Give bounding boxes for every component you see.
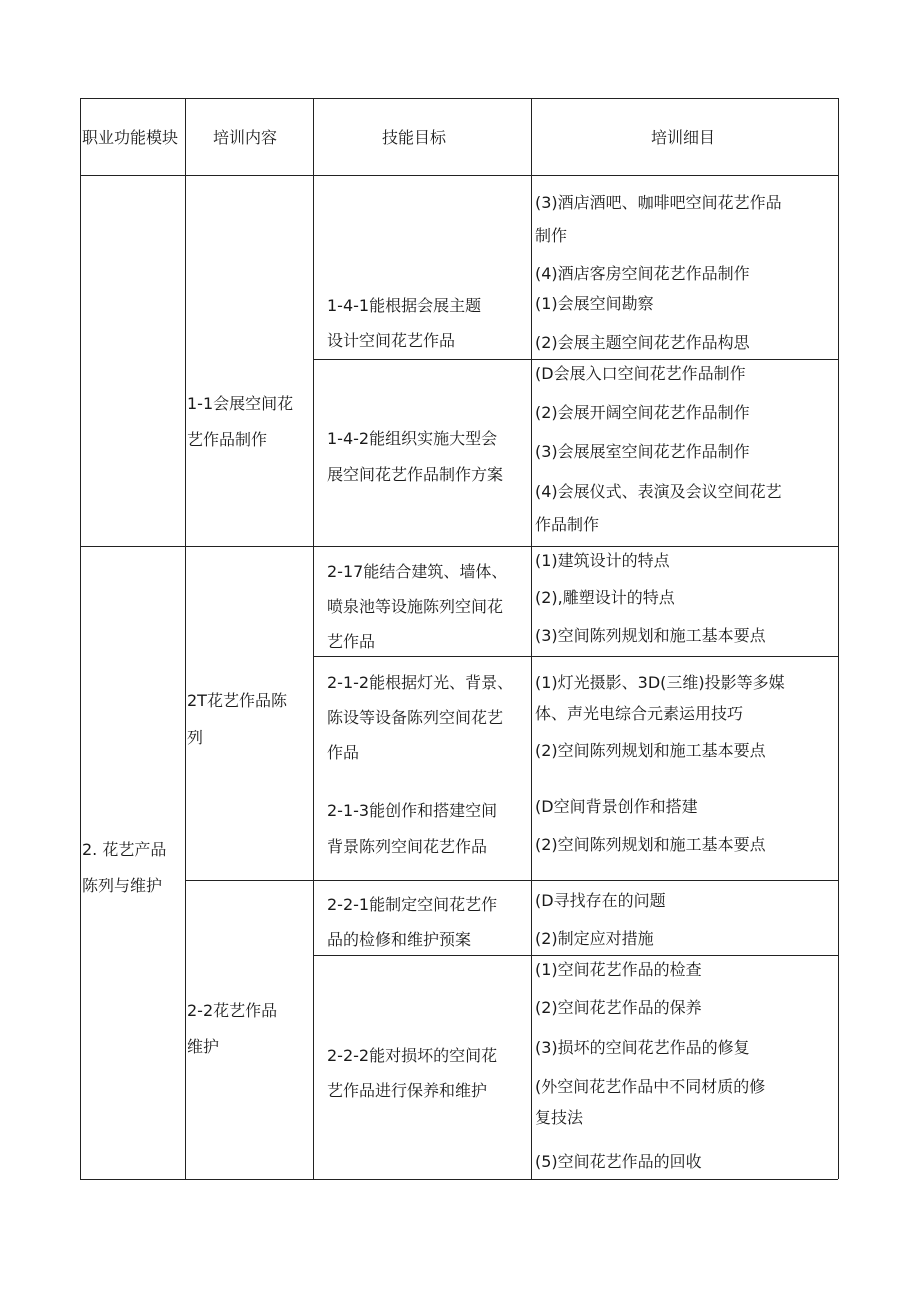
detail-item: (2)会展主题空间花艺作品构思 [535,333,750,352]
content-label: 2T花艺作品陈 [187,691,287,710]
detail-item: (3)酒店酒吧、咖啡吧空间花艺作品 [535,193,782,212]
detail-item: (外空间花艺作品中不同材质的修 [535,1077,766,1096]
column-divider [531,98,532,1179]
skill-label: 背景陈列空间花艺作品 [327,837,488,856]
header-skill: 技能目标 [382,128,447,147]
row-divider [313,359,838,360]
skill-label: 艺作品 [327,632,376,651]
table-border-bottom [80,1179,838,1180]
skill-label: 2-1-2能根据灯光、背景、 [327,673,514,692]
content-label: 艺作品制作 [187,430,268,449]
header-divider [80,175,838,176]
detail-item: 复技法 [535,1108,584,1127]
content-label: 1-1会展空间花 [187,394,294,413]
skill-label: 喷泉池等设施陈列空间花 [327,597,504,616]
detail-item: (1)灯光摄影、3D(三维)投影等多媒 [535,673,785,692]
table-border-top [80,98,838,99]
detail-item: (D会展入口空间花艺作品制作 [535,364,746,383]
detail-item: (2)制定应对措施 [535,929,654,948]
detail-item: (1)空间花艺作品的检查 [535,960,702,979]
skill-label: 设计空间花艺作品 [327,331,456,350]
table-border-right [838,98,839,1179]
module-label: 陈列与维护 [82,876,163,895]
detail-item: (D空间背景创作和搭建 [535,797,698,816]
row-divider [185,880,838,881]
header-detail: 培训细目 [651,128,716,147]
skill-label: 艺作品进行保养和维护 [327,1081,488,1100]
row-divider [313,656,838,657]
skill-label: 2-1-3能创作和搭建空间 [327,801,498,820]
module-label: 2. 花艺产品 [82,840,167,859]
skill-label: 品的检修和维护预案 [327,930,472,949]
detail-item: (2)会展开阔空间花艺作品制作 [535,403,750,422]
skill-label: 1-4-2能组织实施大型会 [327,429,498,448]
detail-item: (1)建筑设计的特点 [535,551,670,570]
skill-label: 陈设等设备陈列空间花艺 [327,708,504,727]
skill-label: 2-2-1能制定空间花艺作 [327,895,498,914]
header-module: 职业功能模块 [82,128,179,147]
detail-item: (3)损坏的空间花艺作品的修复 [535,1038,750,1057]
skill-label: 展空间花艺作品制作方案 [327,465,504,484]
header-content: 培训内容 [213,128,278,147]
skill-label: 1-4-1能根据会展主题 [327,296,482,315]
detail-item: (D寻找存在的问题 [535,891,666,910]
table-border-left [80,98,81,1179]
detail-item: (4)酒店客房空间花艺作品制作 [535,264,750,283]
column-divider [185,98,186,1179]
content-label: 2-2花艺作品 [187,1001,278,1020]
content-label: 维护 [187,1037,220,1056]
detail-item: 作品制作 [535,515,600,534]
detail-item: (2),雕塑设计的特点 [535,588,675,607]
column-divider [313,98,314,1179]
row-divider [313,955,838,956]
detail-item: (2)空间花艺作品的保养 [535,998,702,1017]
detail-item: 体、声光电综合元素运用技巧 [535,704,744,723]
detail-item: (4)会展仪式、表演及会议空间花艺 [535,482,782,501]
detail-item: (2)空间陈列规划和施工基本要点 [535,835,766,854]
section-divider [80,546,838,547]
skill-label: 作品 [327,743,360,762]
detail-item: (3)会展展室空间花艺作品制作 [535,442,750,461]
detail-item: (2)空间陈列规划和施工基本要点 [535,741,766,760]
detail-item: 制作 [535,226,568,245]
content-label: 列 [187,728,204,747]
skill-label: 2-2-2能对损坏的空间花 [327,1046,498,1065]
skill-label: 2-17能结合建筑、墙体、 [327,562,508,581]
detail-item: (1)会展空间勘察 [535,294,654,313]
detail-item: (5)空间花艺作品的回收 [535,1152,702,1171]
detail-item: (3)空间陈列规划和施工基本要点 [535,626,766,645]
